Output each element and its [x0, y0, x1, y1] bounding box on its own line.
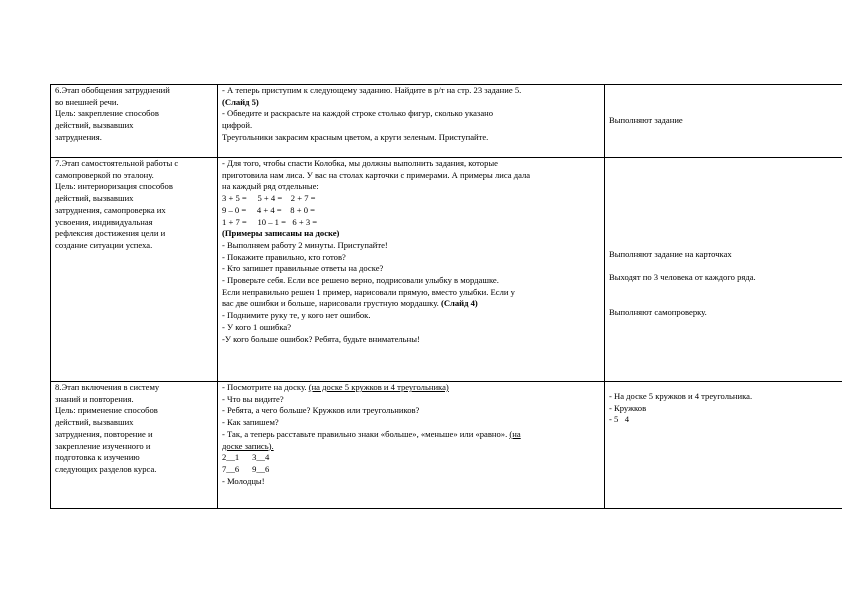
stage-text-line: рефлексия достижения цели и: [55, 228, 166, 239]
stage-row-8: [51, 382, 842, 509]
teacher-text-line: Если неправильно решен 1 пример, нарисовали прямую, вместо улыбки. Если у: [222, 286, 515, 297]
stage-cell: [51, 382, 218, 509]
stage-text-line: затруднения, повторение и: [55, 428, 153, 439]
teacher-text-line: - Ребята, а чего больше? Кружков или треугольников?: [222, 405, 420, 416]
stage-text-line: усвоения, индивидуальная: [55, 216, 153, 227]
teacher-text-fragment: - Посмотрите на доску.: [222, 382, 307, 392]
stage-text-line: подготовка к изучению: [55, 452, 140, 463]
stage-text-line: Цель: интериоризация способов: [55, 181, 173, 192]
teacher-text-line: цифрой.: [222, 120, 253, 131]
student-text-line: Выполняют задание: [609, 115, 683, 126]
stage-text-line: действий, вызвавших: [55, 120, 134, 131]
teacher-text-line: - Обведите и раскрасьте на каждой строке столько фигур, сколько указано: [222, 108, 494, 119]
teacher-text-line: -У кого больше ошибок? Ребята, будьте внимательны!: [222, 333, 420, 344]
teacher-text-line: - Выполняем работу 2 минуты. Приступайте!: [222, 239, 388, 250]
teacher-activity-cell: [218, 158, 605, 382]
student-text-line: Выходят по 3 человека от каждого ряда.: [609, 272, 756, 283]
stage-row-7: [51, 158, 842, 382]
student-text-line: Выполняют самопроверку.: [609, 307, 707, 318]
stage-text-line: 8.Этап включения в систему: [55, 382, 160, 392]
math-example-row: 3 + 5 = 5 + 4 = 2 + 7 =: [222, 193, 316, 204]
slide-reference: (Слайд 4): [440, 298, 478, 309]
teacher-text-line: - Поднимите руку те, у кого нет ошибок.: [222, 310, 371, 321]
stage-text-line: закрепление изученного и: [55, 440, 151, 451]
teacher-text-line: - Молодцы!: [222, 475, 265, 486]
student-activity-cell: [605, 158, 842, 382]
student-activity-cell: [605, 382, 842, 509]
teacher-text-line: - Для того, чтобы спасти Колобка, мы должны выполнить задания, которые: [222, 158, 498, 168]
student-text-line: - 5 4: [609, 414, 630, 425]
teacher-text-line: Треугольники закрасим красным цветом, а круги зеленым. Приступайте.: [222, 131, 489, 142]
teacher-activity-cell: [218, 382, 605, 509]
student-text-line: - На доске 5 кружков и 4 треугольника.: [609, 391, 753, 401]
stage-text-line: следующих разделов курса.: [55, 463, 157, 474]
stage-text-line: 7.Этап самостоятельной работы с: [55, 158, 179, 168]
stage-text-line: самопроверкой по эталону.: [55, 169, 154, 180]
board-note: (на: [509, 428, 521, 439]
student-activity-cell: [605, 85, 842, 158]
teacher-text-line: - А теперь приступим к следующему заданию. Найдите в р/т на стр. 23 задание 5.: [222, 85, 522, 95]
teacher-text-line: - Проверьте себя. Если все решено верно, подрисовали улыбку в мордашке.: [222, 275, 499, 286]
teacher-text-line: на каждый ряд отдельные:: [222, 181, 319, 192]
teacher-text-line: [222, 298, 600, 310]
math-example-row: 1 + 7 = 10 – 1 = 6 + 3 =: [222, 216, 318, 227]
comparison-row: 2__1 3__4: [222, 452, 270, 463]
teacher-text-fragment: - Так, а теперь расставьте правильно знаки «больше», «меньше» или «равно».: [222, 428, 508, 439]
teacher-text-line: приготовила нам лиса. У вас на столах карточки с примерами. А примеры лиса дала: [222, 169, 531, 180]
stage-cell: [51, 85, 218, 158]
stage-text-line: Цель: применение способов: [55, 405, 158, 416]
student-text-line: Выполняют задание на карточках: [609, 249, 732, 259]
student-text-line: - Кружков: [609, 402, 647, 413]
board-note: доске запись).: [222, 440, 274, 451]
board-note: (на доске 5 кружков и 4 треугольника): [308, 382, 449, 392]
stage-text-line: действий, вызвавших: [55, 193, 134, 204]
lesson-plan-table: [50, 84, 842, 509]
teacher-text-line: - У кого 1 ошибка?: [222, 321, 292, 332]
stage-text-line: затруднения.: [55, 131, 102, 142]
teacher-text-line: - Что вы видите?: [222, 393, 284, 404]
stage-text-line: Цель: закрепление способов: [55, 108, 159, 119]
stage-row-6: [51, 85, 842, 158]
teacher-text-line: [222, 382, 600, 394]
teacher-text-line: - Как запишем?: [222, 417, 279, 428]
teacher-text-line: - Кто запишет правильные ответы на доске?: [222, 263, 384, 274]
stage-text-line: затруднения, самопроверка их: [55, 204, 166, 215]
stage-text-line: создание ситуации успеха.: [55, 239, 153, 250]
stage-text-line: во внешней речи.: [55, 96, 119, 107]
math-example-row: 9 – 0 = 4 + 4 = 8 + 0 =: [222, 204, 315, 215]
comparison-row: 7__6 9__6: [222, 463, 270, 474]
teacher-text-line: - Покажите правильно, кто готов?: [222, 251, 346, 262]
stage-cell: [51, 158, 218, 382]
board-note: (Примеры записаны на доске): [222, 228, 340, 239]
slide-reference: (Слайд 5): [222, 96, 259, 107]
teacher-text-fragment: вас две ошибки и больше, нарисовали грустную мордашку.: [222, 298, 439, 309]
stage-text-line: действий, вызвавших: [55, 417, 134, 428]
stage-text-line: 6.Этап обобщения затруднений: [55, 85, 170, 95]
stage-text-line: знаний и повторения.: [55, 393, 134, 404]
teacher-activity-cell: [218, 85, 605, 158]
teacher-text-line: [222, 429, 600, 441]
